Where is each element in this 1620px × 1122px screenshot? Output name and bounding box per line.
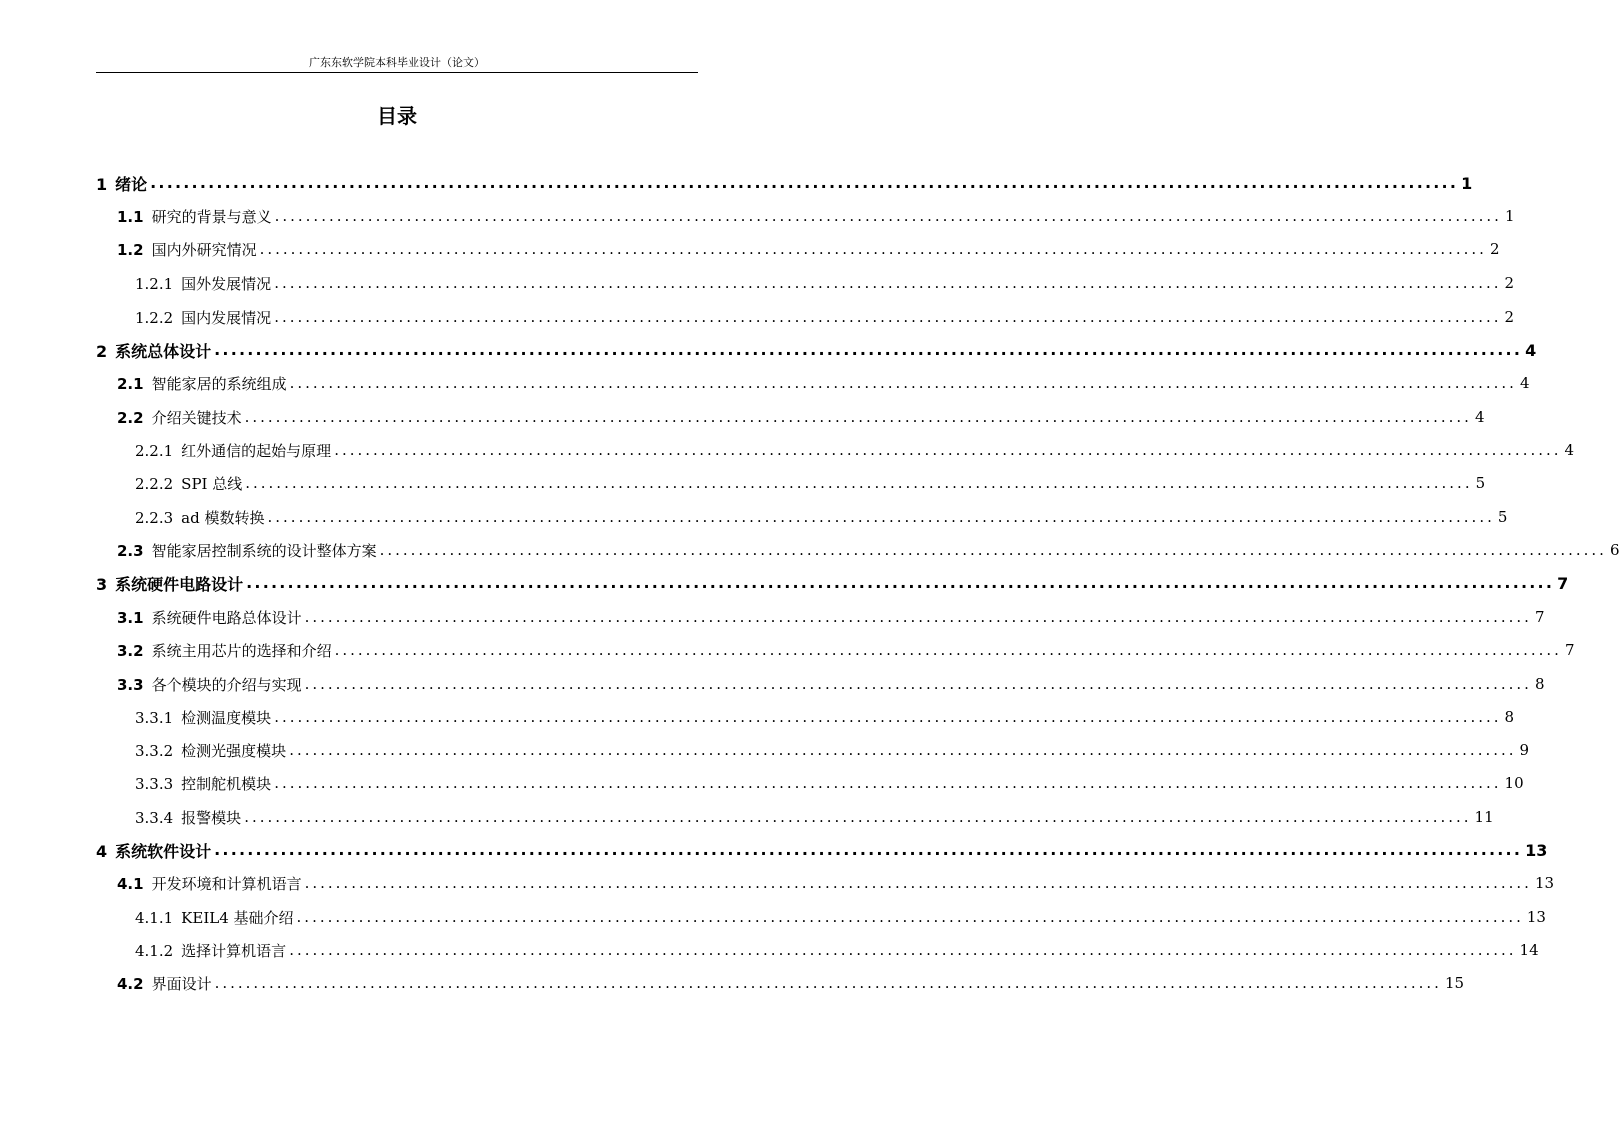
toc-entry-number: 3.3 — [117, 675, 144, 694]
toc-leader-dots: .............................................................................................................................................................. — [274, 274, 1502, 292]
toc-leader-dots: .............................................................................................................................................................. — [267, 508, 1495, 526]
toc-entry-number: 3.3.3 — [135, 774, 174, 793]
toc-entry-number: 4.1.2 — [135, 941, 174, 960]
toc-entry-page: 14 — [1519, 941, 1539, 959]
toc-entry-number: 2.2.2 — [135, 474, 174, 493]
toc-leader-dots: .............................................................................................................................................................. — [379, 541, 1607, 559]
toc-entry-page: 4 — [1474, 408, 1485, 426]
toc-entry[interactable] — [117, 405, 1485, 429]
toc-entry[interactable] — [117, 538, 1620, 562]
toc-entry-text: ad 模数转换 — [181, 508, 265, 527]
toc-entry-page: 10 — [1504, 774, 1524, 792]
toc-entry[interactable] — [117, 871, 1555, 895]
toc-entry-text: 系统软件设计 — [115, 841, 212, 861]
toc-entry-page: 13 — [1525, 840, 1548, 860]
toc-entry-text: 选择计算机语言 — [181, 941, 287, 960]
toc-entry-text: 国内外研究情况 — [151, 240, 257, 259]
toc-entry-page: 7 — [1534, 608, 1545, 626]
toc-entry-page: 6 — [1609, 541, 1620, 559]
toc-entry-text: 研究的背景与意义 — [151, 207, 272, 226]
toc-entry-number: 4.1 — [117, 874, 144, 893]
toc-entry-text: 系统硬件电路设计 — [115, 574, 244, 594]
toc-entry-text: 开发环境和计算机语言 — [151, 874, 302, 893]
toc-entry-number: 2.1 — [117, 374, 144, 393]
toc-leader-dots: .............................................................................................................................................................. — [244, 408, 1472, 426]
toc-entry-page: 13 — [1534, 874, 1555, 892]
toc-leader-dots: .............................................................................................................................................................. — [274, 308, 1502, 326]
toc-entry-page: 8 — [1504, 708, 1515, 726]
toc-entry-page: 2 — [1504, 274, 1515, 292]
toc-entry-number: 2.2.3 — [135, 508, 174, 527]
toc-entry[interactable] — [96, 571, 1569, 595]
toc-entry[interactable] — [117, 204, 1515, 228]
running-header: 广东东软学院本科毕业设计（论文） — [309, 56, 485, 69]
toc-entry-text: 系统总体设计 — [115, 341, 212, 361]
toc-entry-page: 4 — [1564, 441, 1575, 459]
toc-leader-dots: .............................................................................................................................................................. — [150, 173, 1459, 192]
toc-entry[interactable] — [96, 838, 1548, 862]
toc-leader-dots: .............................................................................................................................................................. — [259, 240, 1487, 258]
toc-leader-dots: .............................................................................................................................................................. — [304, 675, 1532, 693]
toc-entry[interactable] — [96, 171, 1473, 195]
toc-entry[interactable] — [117, 237, 1500, 261]
toc-entry-number: 3.3.4 — [135, 808, 174, 827]
toc-entry[interactable] — [135, 305, 1515, 329]
toc-entry-text: 界面设计 — [151, 974, 212, 993]
toc-entry-text: 红外通信的起始与原理 — [181, 441, 332, 460]
toc-leader-dots: .............................................................................................................................................................. — [296, 908, 1524, 926]
toc-entry-number: 3 — [96, 574, 108, 594]
toc-entry-number: 4.1.1 — [135, 908, 174, 927]
toc-entry[interactable] — [135, 271, 1515, 295]
toc-entry-text: 介绍关键技术 — [151, 408, 242, 427]
toc-entry-number: 2.2.1 — [135, 441, 174, 460]
toc-entry-text: 智能家居的系统组成 — [151, 374, 287, 393]
toc-entry-text: 检测光强度模块 — [181, 741, 287, 760]
toc-leader-dots: .............................................................................................................................................................. — [274, 207, 1502, 225]
toc-leader-dots: .............................................................................................................................................................. — [289, 941, 1517, 959]
toc-leader-dots: .............................................................................................................................................................. — [246, 573, 1555, 592]
toc-entry-text: 系统主用芯片的选择和介绍 — [151, 641, 332, 660]
toc-entry[interactable] — [117, 638, 1575, 662]
toc-leader-dots: .............................................................................................................................................................. — [289, 741, 1517, 759]
toc-entry-page: 7 — [1557, 573, 1569, 593]
toc-entry-text: 系统硬件电路总体设计 — [151, 608, 302, 627]
toc-entry-page: 11 — [1474, 808, 1494, 826]
toc-entry-number: 3.3.1 — [135, 708, 174, 727]
toc-entry-number: 2 — [96, 341, 108, 361]
toc-entry-text: 各个模块的介绍与实现 — [151, 675, 302, 694]
toc-entry-number: 1.2 — [117, 240, 144, 259]
toc-entry-number: 1.2.1 — [135, 274, 174, 293]
toc-leader-dots: .............................................................................................................................................................. — [214, 840, 1523, 859]
toc-entry-number: 4 — [96, 841, 108, 861]
toc-entry-page: 1 — [1504, 207, 1515, 225]
toc-entry-page: 4 — [1519, 374, 1530, 392]
toc-entry[interactable] — [135, 938, 1539, 962]
toc-entry-text: 报警模块 — [181, 808, 242, 827]
toc-entry-number: 3.3.2 — [135, 741, 174, 760]
toc-entry-number: 2.2 — [117, 408, 144, 427]
toc-entry-page: 5 — [1475, 474, 1486, 492]
toc-leader-dots: .............................................................................................................................................................. — [304, 874, 1532, 892]
toc-entry-page: 9 — [1519, 741, 1530, 759]
toc-entry-page: 8 — [1534, 675, 1545, 693]
toc-leader-dots: .............................................................................................................................................................. — [334, 641, 1562, 659]
toc-entry[interactable] — [117, 672, 1545, 696]
toc-entry[interactable] — [135, 471, 1486, 495]
toc-entry-text: 国内发展情况 — [181, 308, 272, 327]
toc-entry-page: 13 — [1526, 908, 1546, 926]
toc-entry-page: 2 — [1504, 308, 1515, 326]
toc-entry-text: 检测温度模块 — [181, 708, 272, 727]
toc-entry-page: 4 — [1525, 340, 1537, 360]
toc-entry-number: 1.2.2 — [135, 308, 174, 327]
toc-entry[interactable] — [117, 371, 1530, 395]
toc-entry[interactable] — [135, 805, 1494, 829]
toc-entry-page: 2 — [1489, 240, 1500, 258]
toc-entry[interactable] — [117, 605, 1545, 629]
toc-entry-number: 1 — [96, 174, 108, 194]
toc-leader-dots: .............................................................................................................................................................. — [245, 474, 1473, 492]
toc-leader-dots: .............................................................................................................................................................. — [334, 441, 1562, 459]
toc-leader-dots: .............................................................................................................................................................. — [289, 374, 1517, 392]
toc-entry-text: 控制舵机模块 — [181, 774, 272, 793]
toc-leader-dots: .............................................................................................................................................................. — [244, 808, 1472, 826]
toc-entry-text: SPI 总线 — [181, 474, 243, 493]
toc-entry-number: 2.3 — [117, 541, 144, 560]
toc-entry-page: 7 — [1564, 641, 1575, 659]
toc-entry[interactable] — [96, 338, 1537, 362]
toc-entry-number: 4.2 — [117, 974, 144, 993]
toc-entry-page: 1 — [1461, 173, 1473, 193]
toc-leader-dots: .............................................................................................................................................................. — [304, 608, 1532, 626]
toc-entry-number: 3.2 — [117, 641, 144, 660]
toc-entry-page: 5 — [1497, 508, 1508, 526]
toc-entry-text: KEIL4 基础介绍 — [181, 908, 294, 927]
toc-leader-dots: .............................................................................................................................................................. — [274, 774, 1502, 792]
toc-entry[interactable] — [135, 738, 1530, 762]
toc-leader-dots: .............................................................................................................................................................. — [214, 974, 1442, 992]
toc-entry-number: 1.1 — [117, 207, 144, 226]
toc-entry-text: 绪论 — [115, 174, 148, 194]
toc-leader-dots: .............................................................................................................................................................. — [274, 708, 1502, 726]
toc-entry[interactable] — [117, 971, 1465, 995]
page-title: 目录 — [377, 104, 417, 128]
toc-leader-dots: .............................................................................................................................................................. — [214, 340, 1523, 359]
toc-entry[interactable] — [135, 438, 1575, 462]
toc-entry-number: 3.1 — [117, 608, 144, 627]
toc-entry[interactable] — [135, 705, 1515, 729]
toc-entry[interactable] — [135, 905, 1546, 929]
toc-entry[interactable] — [135, 771, 1524, 795]
toc-entry-page: 15 — [1444, 974, 1465, 992]
toc-entry-text: 智能家居控制系统的设计整体方案 — [151, 541, 377, 560]
toc-entry-text: 国外发展情况 — [181, 274, 272, 293]
toc-entry[interactable] — [135, 505, 1508, 529]
